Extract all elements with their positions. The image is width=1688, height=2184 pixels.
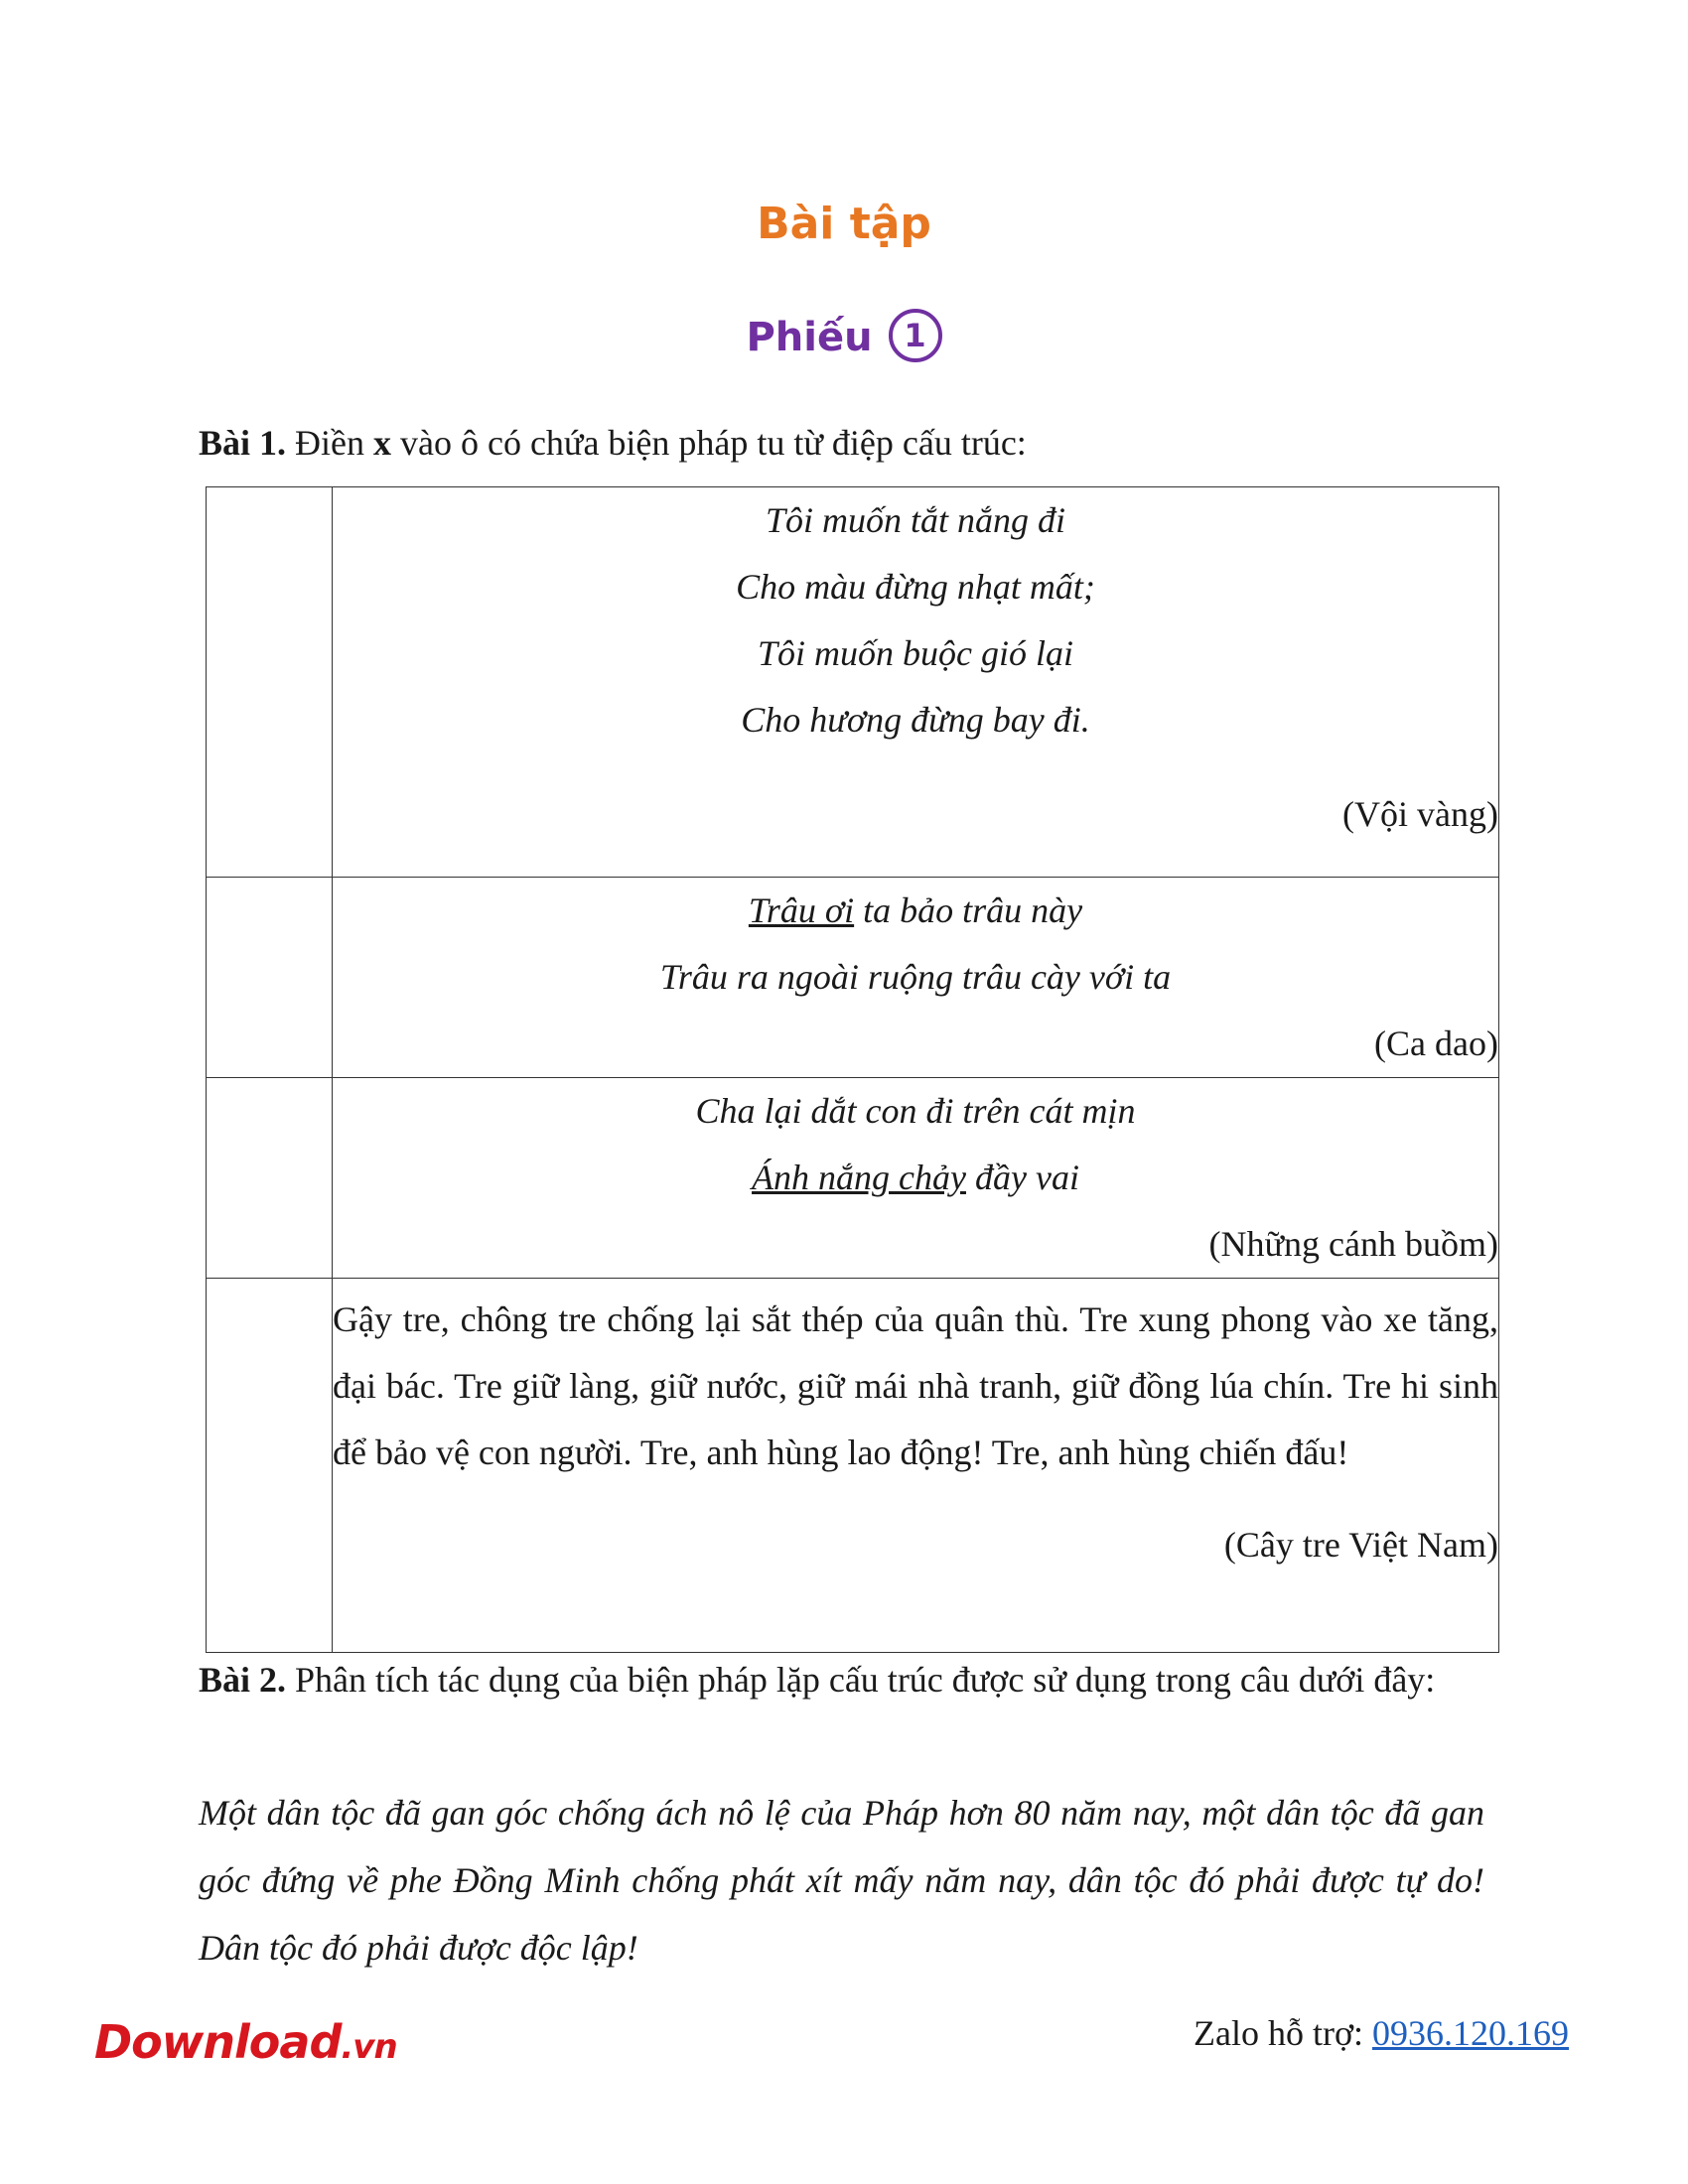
answer-checkbox-cell[interactable] [207,1279,333,1653]
excerpt-source: (Cây tre Việt Nam) [1223,1525,1498,1565]
logo-main-text: Download [94,2015,342,2069]
verse-text: đầy vai [965,1158,1079,1197]
verse-line: Tôi muốn buộc gió lại [757,633,1073,673]
excerpt-source: (Vội vàng) [1342,794,1498,834]
sheet-number-badge: 1 [889,309,942,362]
verse-line: Cho màu đừng nhạt mất; [736,567,1095,607]
table-row [207,1279,1499,1653]
exercise-1-text-before: Điền [295,423,364,463]
logo-ext-text: .vn [341,2027,397,2067]
excerpt-source: (Những cánh buồm) [1208,1224,1498,1264]
verse-line [333,1145,1498,1211]
exercise-1-text-after: vào ô có chứa biện pháp tu từ điệp cấu trúc: [400,423,1027,463]
verse-line: Cho hương đừng bay đi. [741,700,1090,740]
underlined-phrase: Trâu ơi [748,890,855,930]
excerpt-cell [333,1279,1499,1653]
prose-excerpt: Gậy tre, chông tre chống lại sắt thép của quân thù. Tre xung phong vào xe tăng, đại bác. Tre giữ làng, giữ nước, giữ mái nhà tranh, giữ đồng lúa chín. Tre hi sinh để bảo vệ con người. Tre, anh hùng lao động! Tre, anh hùng chiến đấu! [333,1299,1498,1472]
excerpt-cell [333,487,1499,878]
excerpt-cell [333,1078,1499,1279]
table-row [207,487,1499,878]
verse-line: Tôi muốn tắt nắng đi [765,500,1066,540]
exercise-1-mark: x [373,423,391,463]
underlined-phrase: Ánh nắng chảy [752,1158,966,1197]
table-row [207,1078,1499,1279]
exercise-2-prompt [199,1646,1484,1713]
page-title: Bài tập [757,199,931,249]
support-label: Zalo hỗ trợ: [1194,2013,1363,2053]
excerpt-source: (Ca dao) [1374,1024,1498,1063]
worksheet-subtitle [0,308,1688,367]
support-contact [1194,2007,1569,2059]
support-phone-link[interactable]: 0936.120.169 [1372,2013,1569,2053]
answer-checkbox-cell[interactable] [207,1078,333,1279]
answer-checkbox-cell[interactable] [207,487,333,878]
exercise-2-quote: Một dân tộc đã gan góc chống ách nô lệ của Pháp hơn 80 năm nay, một dân tộc đã gan góc đứng về phe Đồng Minh chống phát xít mấy năm nay, dân tộc đó phải được tự do! Dân tộc đó phải được độc lập! [199,1793,1484,1968]
exercise-2-label: Bài 2. [199,1660,287,1700]
answer-checkbox-cell[interactable] [207,878,333,1078]
subtitle-label: Phiếu [746,315,873,360]
excerpt-cell [333,878,1499,1078]
download-logo[interactable] [94,2015,397,2069]
verse-line: Cha lại dắt con đi trên cát mịn [695,1091,1136,1131]
table-row [207,878,1499,1078]
verse-line [333,878,1498,944]
exercise-2-text: Phân tích tác dụng của biện pháp lặp cấu trúc được sử dụng trong câu dưới đây: [295,1660,1436,1700]
verse-text: ta bảo trâu này [854,890,1083,930]
exercise-1-prompt [199,409,1484,477]
exercise-1-label: Bài 1. [199,423,287,463]
exercise-1-table [206,486,1499,1653]
verse-line: Trâu ra ngoài ruộng trâu cày với ta [659,957,1172,997]
